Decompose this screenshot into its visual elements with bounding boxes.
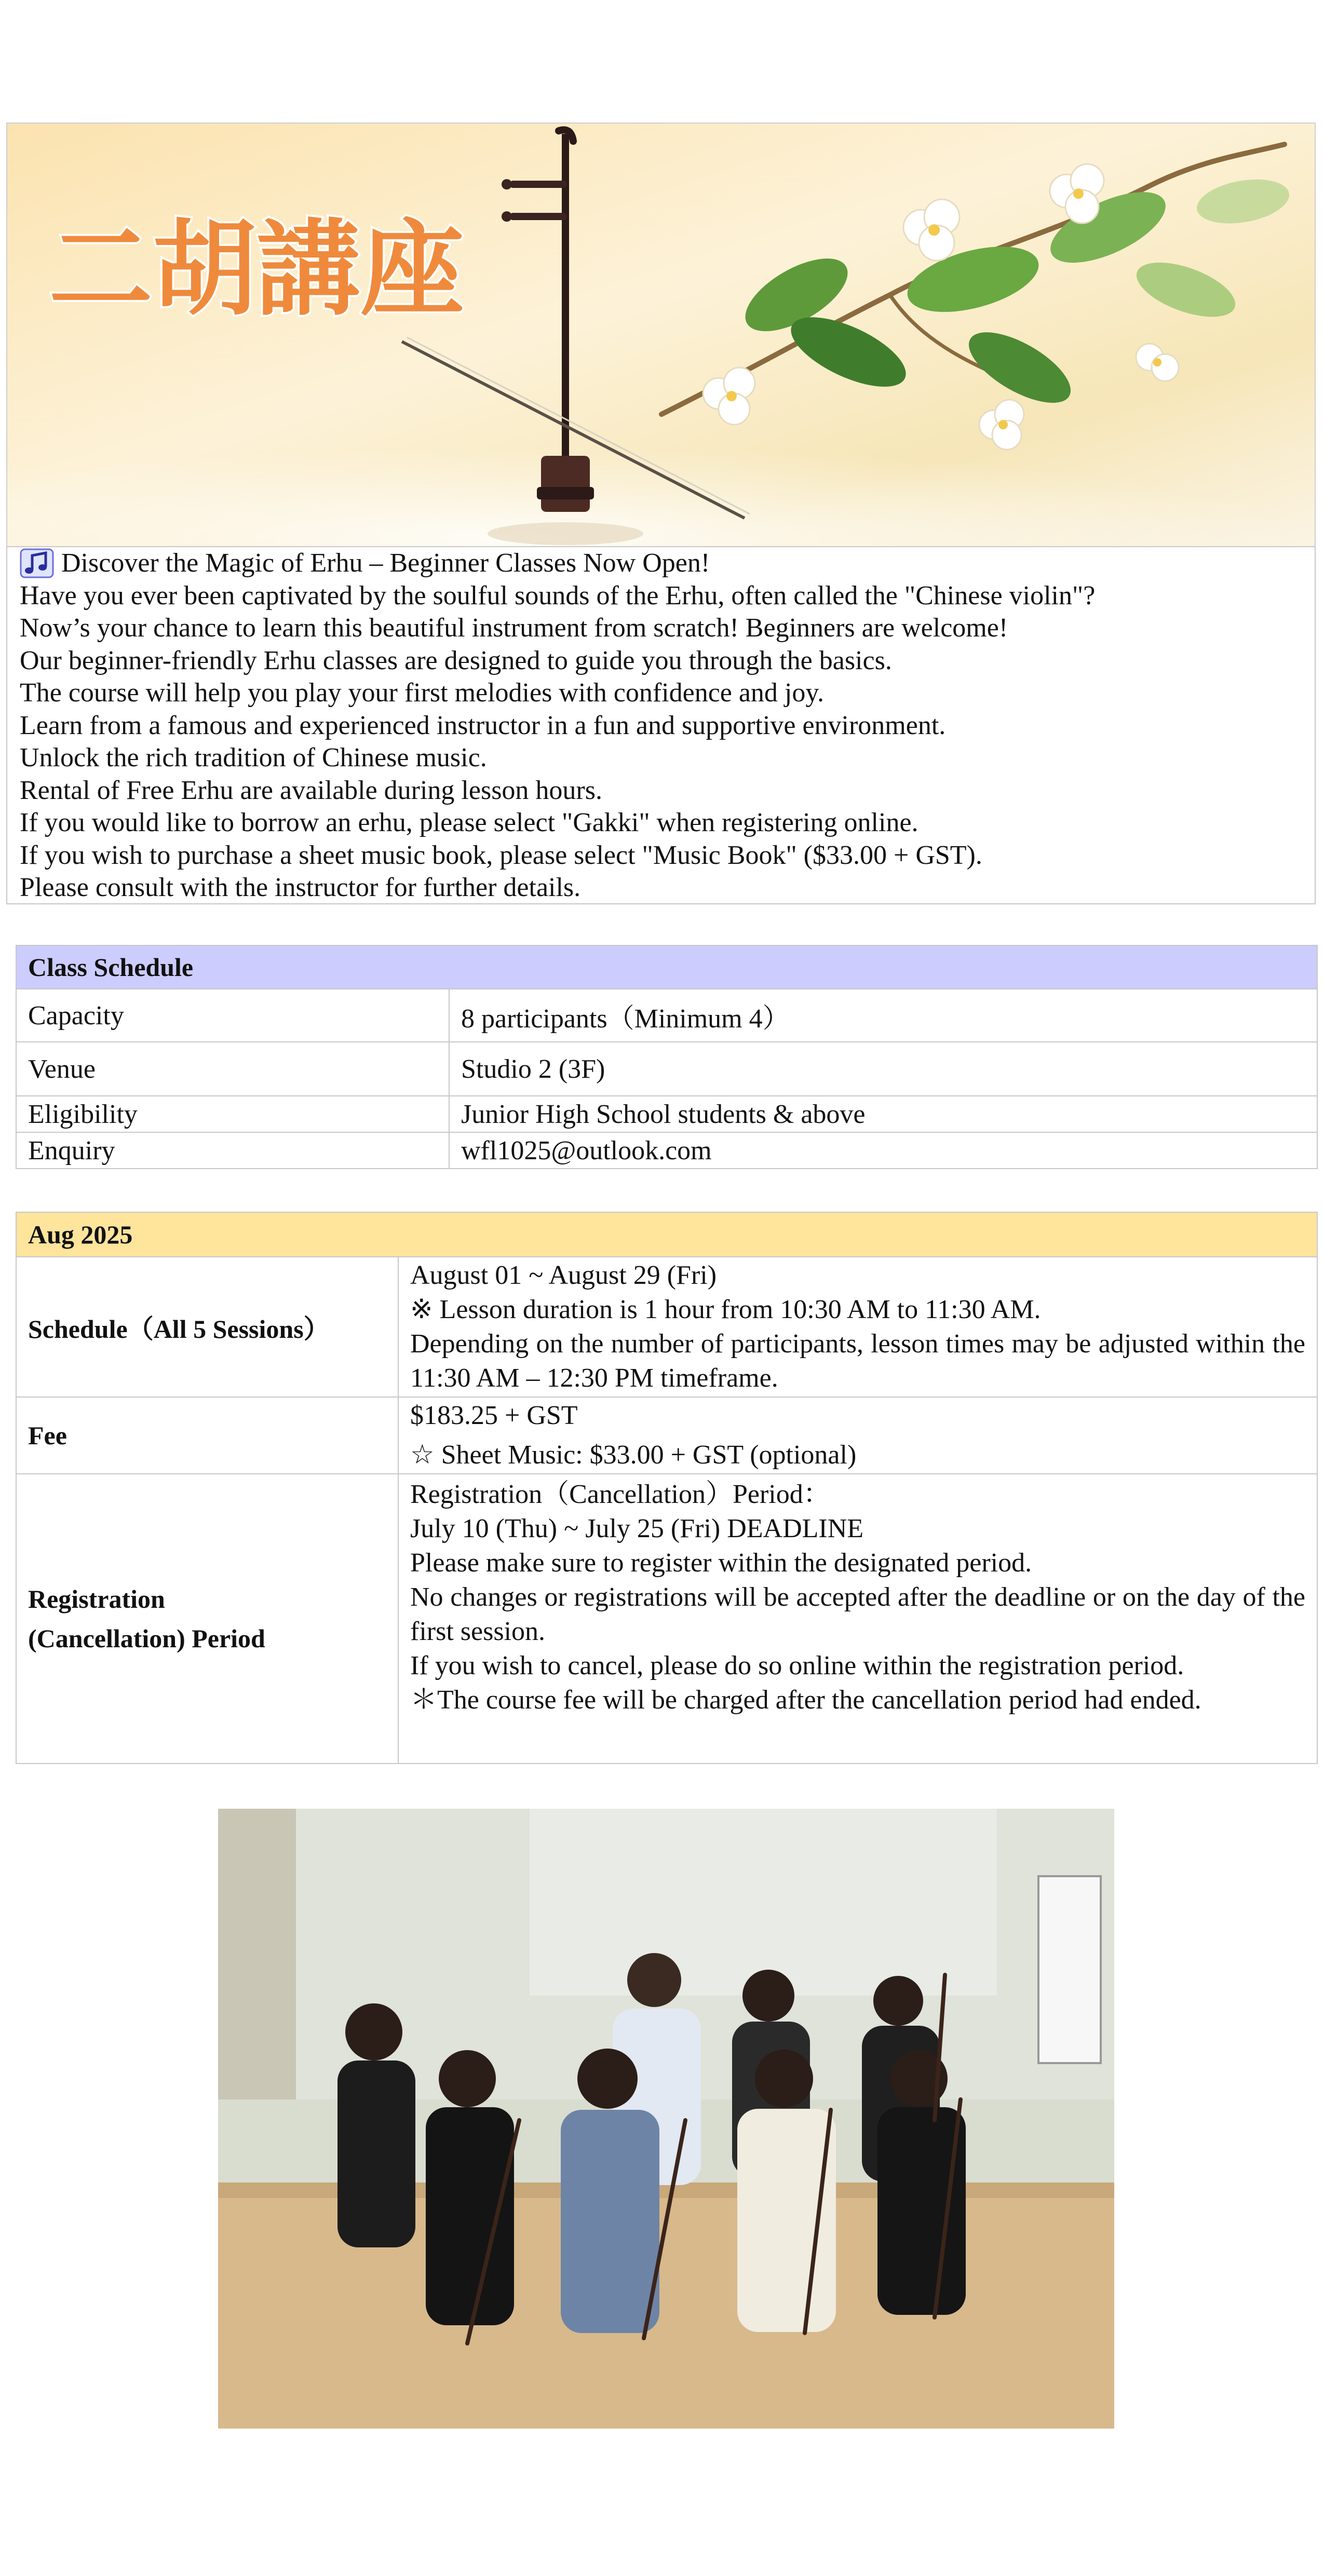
intro-line: Unlock the rich tradition of Chinese music. — [20, 743, 487, 772]
intro-line: If you would like to borrow an erhu, please select "Gakki" when registering online. — [20, 808, 918, 837]
intro-headline: Discover the Magic of Erhu – Beginner Classes Now Open! — [20, 547, 1302, 580]
session-table — [16, 1212, 1318, 1764]
fee-value: $183.25 + GST ☆ Sheet Music: $33.00 + GST (optional) — [398, 1397, 1317, 1474]
fee-label: Fee — [16, 1397, 398, 1474]
table-row — [16, 1132, 1317, 1169]
table-row — [16, 989, 1317, 1042]
intro-line: Now’s your chance to learn this beautiful instrument from scratch! Beginners are welcome! — [20, 613, 1008, 643]
eligibility-value: Junior High School students & above — [449, 1096, 1317, 1132]
table-row — [16, 1257, 1317, 1397]
intro-line: Our beginner-friendly Erhu classes are designed to guide you through the basics. — [20, 645, 892, 675]
registration-value: Registration（Cancellation）Period： July 10 (Thu) ~ July 25 (Fri) DEADLINE Please make sure to register within the designated period. No changes or registrations will be accepted after the deadline or on the day of the first session. If you wish to cancel, please do so online within the registration period. ＊The course fee will be charged after the cancellation period had ended. — [398, 1474, 1317, 1764]
eligibility-label: Eligibility — [16, 1096, 449, 1132]
schedule-value: August 01 ~ August 29 (Fri) ※ Lesson duration is 1 hour from 10:30 AM to 11:30 AM. Depending on the number of participants, lesson times may be adjusted within the 11:30 AM – 12:30 PM timeframe. — [398, 1257, 1317, 1397]
table-row — [16, 1474, 1317, 1764]
intro-line: Rental of Free Erhu are available during lesson hours. — [20, 775, 602, 805]
group-photo — [218, 1809, 1114, 2429]
venue-label: Venue — [16, 1042, 449, 1096]
table-row — [16, 1096, 1317, 1132]
intro-line: Have you ever been captivated by the soulful sounds of the Erhu, often called the "Chinese violin"? — [20, 580, 1096, 611]
intro-line: Learn from a famous and experienced instructor in a fun and supportive environment. — [20, 710, 946, 740]
class-schedule-header: Class Schedule — [16, 945, 1317, 989]
table-row — [16, 1042, 1317, 1096]
enquiry-value: wfl1025@outlook.com — [449, 1132, 1317, 1169]
banner-image — [7, 124, 1315, 546]
banner-title: 二胡講座 — [49, 209, 465, 330]
capacity-label: Capacity — [16, 989, 449, 1042]
intro-line: If you wish to purchase a sheet music book, please select "Music Book" ($33.00 + GST). — [20, 840, 982, 870]
enquiry-label: Enquiry — [16, 1132, 449, 1169]
banner — [6, 123, 1316, 547]
music-note-icon — [20, 548, 54, 578]
group-photo-image — [218, 1809, 1114, 2429]
table-row — [16, 1397, 1317, 1474]
class-schedule-table — [16, 945, 1318, 1169]
intro-text-box — [6, 546, 1316, 904]
intro-line: The course will help you play your first melodies with confidence and joy. — [20, 678, 825, 708]
registration-label: Registration (Cancellation) Period — [16, 1474, 398, 1764]
venue-value: Studio 2 (3F) — [449, 1042, 1317, 1096]
schedule-label: Schedule（All 5 Sessions） — [16, 1257, 398, 1397]
capacity-value: 8 participants（Minimum 4） — [449, 989, 1317, 1042]
session-header: Aug 2025 — [16, 1212, 1317, 1257]
intro-line: Please consult with the instructor for further details. — [20, 873, 581, 902]
